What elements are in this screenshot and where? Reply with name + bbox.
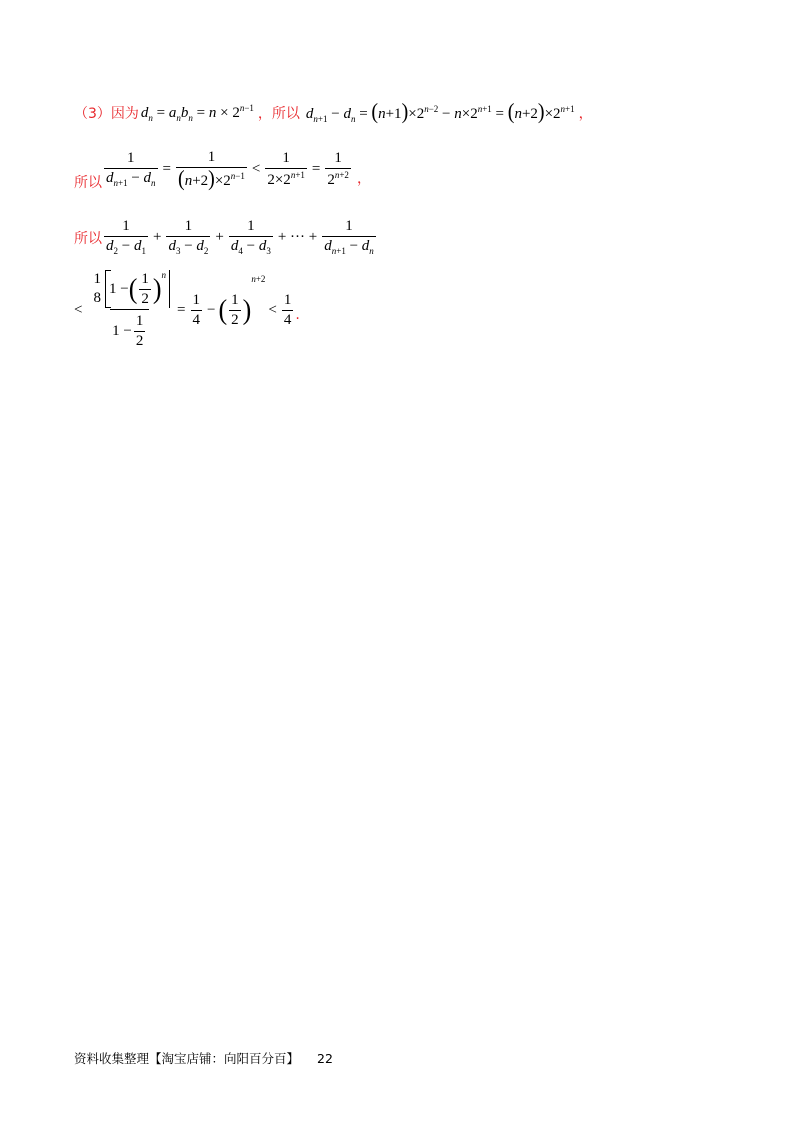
step3-label: （3）因为	[74, 106, 139, 122]
step3-sep: ，所以	[257, 106, 300, 122]
line2-prefix: 所以	[74, 175, 102, 191]
bound-expression: < 1 8 1 − ( $\frac{1}{2}$ ) $^n$ 1 − $\frac{1}{2}$ = $\frac{1}{4}$ − ( $\frac{1}{2}$ ) n+2 < $\frac{1}{4}$	[74, 270, 292, 349]
line3-prefix: 所以	[74, 231, 102, 247]
dn-formula: $d_n = a_nb_n = n \times 2^{n-1}$	[140, 103, 254, 123]
reciprocal-line	[74, 146, 371, 192]
page-footer	[74, 1049, 333, 1067]
bound-line	[74, 270, 300, 350]
page-number: 22	[317, 1051, 333, 1066]
line4-end: .	[295, 307, 300, 323]
step3-end: ，	[578, 106, 593, 122]
sum-expression: $\frac{1}{d_2 - d_1}$ + $\frac{1}{d_3 - d_2}$ + $\frac{1}{d_4 - d_3}$ + ··· + $\frac{1}{d_{n+1} - d_n}$	[106, 218, 374, 256]
diff-formula: $d_{n+1} - d_n = (n+1)\times 2^{n-2} - n\times 2^{n+1} = (n+2)\times 2^{n+1}$	[305, 99, 575, 125]
sum-line	[74, 218, 378, 256]
footer-text: 资料收集整理【淘宝店铺：向阳百分百】	[74, 1051, 300, 1066]
step3-line	[74, 99, 593, 125]
line2-end: ，	[356, 171, 371, 187]
reciprocal-inequality: $\frac{1}{d_{n+1} - d_n}$ = $\frac{1}{(n+2)\times 2^{n-1}}$ < $\frac{1}{2\times 2^{n+1}}$ = $\frac{1}{2^{n+2}}$	[106, 148, 349, 191]
